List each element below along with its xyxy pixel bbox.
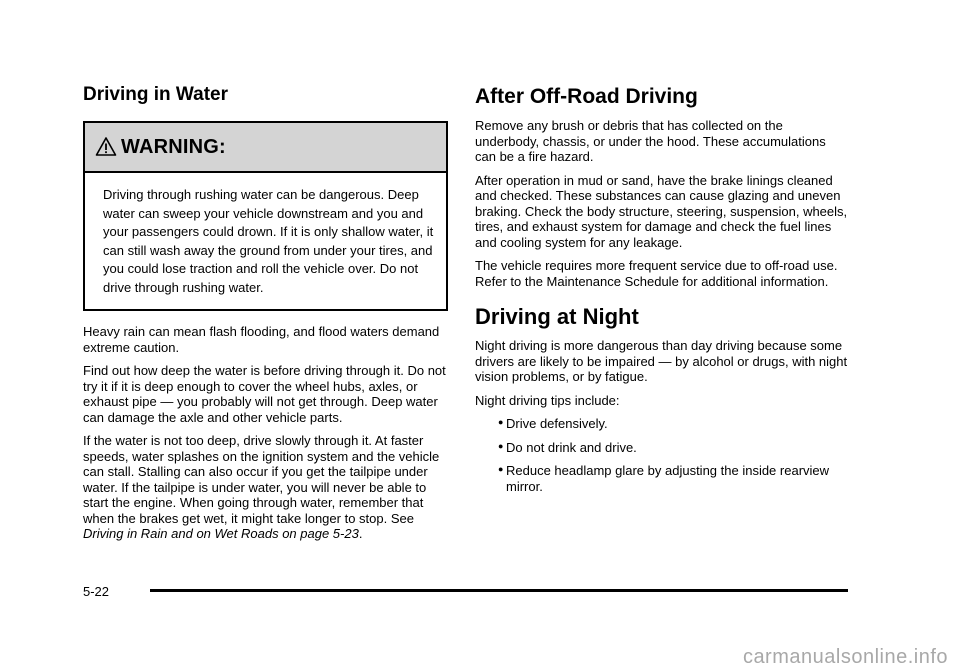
page-number: 5-22 [83, 584, 110, 599]
night-tips-list [475, 416, 850, 494]
list-item-text: Reduce headlamp glare by adjusting the inside rearview mirror. [506, 463, 830, 494]
warning-body: Driving through rushing water can be dangerous. Deep water can sweep your vehicle downstream and you and your passengers could drown. If it is only shallow water, it can still wash away the ground from under your tires, and you could lose traction and roll the vehicle over. Do not drive through rushing water. [103, 187, 434, 295]
bullet-icon: ● [498, 440, 504, 451]
list-item [475, 416, 850, 432]
bullet-icon: ● [498, 464, 504, 474]
paragraph-night-danger: Night driving is more dangerous than day driving because some drivers are likely to be impaired — by alcohol or drugs, with night vision problems, or by fatigue. [475, 338, 848, 384]
paragraph-tips-intro: Night driving tips include: [475, 392, 620, 408]
paragraph-end-punct: . [358, 526, 363, 541]
paragraph-service: The vehicle requires more frequent service due to off-road use. Refer to the Maintenance Schedule for additional information. [475, 258, 838, 289]
warning-header [85, 123, 446, 173]
warning-box [83, 121, 448, 311]
heading-after-off-road: After Off-Road Driving [475, 85, 698, 108]
warning-triangle-icon [95, 136, 117, 158]
right-column [475, 84, 850, 502]
list-item [475, 440, 850, 456]
paragraph-drive-slowly-text: If the water is not too deep, drive slowly through it. At faster speeds, water splashes on the ignition system and the vehicle can stall. Stalling can also occur if you get the tailpipe under water. If the tailpipe is under water, you will never be able to start the engine. When going through water, remember that when the brakes get wet, it might take longer to stop. See [83, 433, 440, 526]
left-column [83, 84, 448, 550]
list-item-text: Drive defensively. [506, 416, 608, 431]
paragraph-water-depth: Find out how deep the water is before driving through it. Do not try it if it is deep enough to cover the wheel hubs, axles, or exhaust pipe — you probably will not get through. Deep water can damage the axle and other vehicle parts. [83, 363, 446, 425]
warning-title: WARNING: [121, 135, 226, 158]
paragraph-remove-debris: Remove any brush or debris that has collected on the underbody, chassis, or under the hood. These accumulations can be a fire hazard. [475, 118, 826, 164]
list-item-text: Do not drink and drive. [506, 439, 637, 455]
paragraph-drive-slowly [83, 433, 448, 542]
cross-reference-link[interactable]: Driving in Rain and on Wet Roads on page 5-23 [83, 526, 359, 541]
paragraph-mud-sand: After operation in mud or sand, have the brake linings cleaned and checked. These substances can cause glazing and uneven braking. Check the body structure, steering, suspension, wheels, tires, and exhaust system for damage and check the fuel lines and cooling system for any leakage. [475, 172, 848, 250]
watermark: carmanualsonline.info [742, 646, 948, 668]
paragraph-flash-flooding: Heavy rain can mean flash flooding, and flood waters demand extreme caution. [83, 324, 440, 355]
list-item [475, 463, 850, 494]
bullet-icon: ● [498, 417, 504, 427]
heading-driving-at-night: Driving at Night [475, 304, 639, 329]
footer-divider [150, 589, 848, 592]
heading-driving-in-water: Driving in Water [83, 84, 228, 105]
